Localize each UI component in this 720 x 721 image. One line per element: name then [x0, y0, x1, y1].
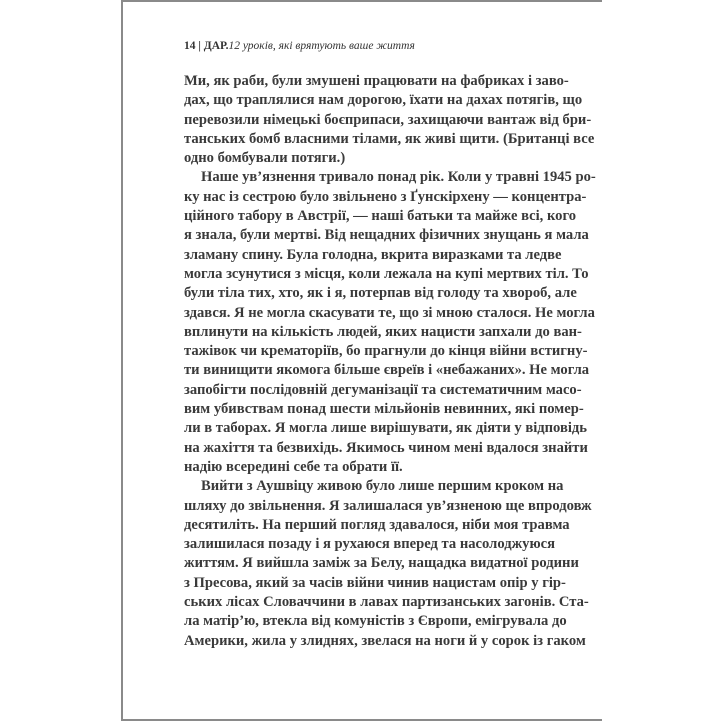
text-line: ла матір’ю, втекла від комуністів з Європи, емігрувала до — [184, 613, 567, 630]
text-line: зламану спину. Була голодна, вкрита виразками та ледве — [184, 246, 562, 263]
running-header — [184, 40, 415, 52]
text-line: ти винищити якомога більше євреїв і «небажаних». Не могла — [184, 362, 590, 379]
text-line: вим убивствам понад шести мільйонів невинних, які помер- — [184, 401, 584, 418]
text-line: я знала, були мертві. Від нещадних фізичних знущань я мала — [184, 227, 589, 244]
text-line: ційного табору в Австрії, — наші батьки та майже всі, кого — [184, 208, 577, 225]
header-separator: | — [198, 40, 201, 52]
body-text — [184, 72, 596, 651]
text-line: залишилася позаду і я рухаюся вперед та насолоджуюся — [184, 536, 555, 553]
paragraph — [184, 72, 595, 168]
text-line: надію всередині себе та обрати її. — [184, 458, 403, 475]
page-number: 14 — [184, 40, 196, 52]
text-line: могла зсунутися з місця, коли лежала на купі мертвих тіл. То — [184, 265, 589, 282]
text-line: життям. Я вийшла заміж за Белу, нащадка видатної родини — [184, 555, 579, 572]
text-line: шляху до звільнення. Я залишалася ув’язненою ще впродовж — [184, 497, 592, 514]
text-line: перевозили німецькі боєприпаси, захищаючи вантаж від бри- — [184, 111, 592, 128]
paragraph — [184, 168, 596, 477]
paragraph — [184, 477, 592, 651]
text-line: ських лісах Словаччини в лавах партизанських загонів. Ста- — [184, 594, 589, 611]
text-line: ку нас із сестрою було звільнено з Ґунскірхену — концентра- — [184, 188, 587, 205]
text-line: запобігти послідовній дегуманізації та систематичним масо- — [184, 381, 582, 398]
book-subtitle: 12 уроків, які врятують ваше життя — [228, 40, 415, 52]
text-line: Америки, жила у злиднях, звелася на ноги й у сорок із гаком — [184, 632, 586, 649]
book-title: ДАР. — [203, 40, 229, 52]
text-line: тажівок чи крематоріїв, бо прагнули до кінця війни встигну- — [184, 343, 588, 360]
text-line: вплинути на кількість людей, яких нацисти запхали до ван- — [184, 323, 582, 340]
text-line: танських бомб власними тілами, як живі щити. (Британці все — [184, 130, 595, 147]
text-line: на жахіття та безвихідь. Якимось чином мені вдалося знайти — [184, 439, 588, 456]
text-line: ли в таборах. Я могла лише вирішувати, як діяти у відповідь — [184, 420, 588, 437]
text-line: здався. Я не могла скасувати те, що зі мною сталося. Не могла — [184, 304, 595, 321]
text-line: з Пресова, який за часів війни чинив нацистам опір у гір- — [184, 574, 566, 591]
text-line: десятиліть. На перший погляд здавалося, ніби моя травма — [184, 516, 570, 533]
text-line: дах, що траплялися нам дорогою, їхати на дахах потягів, що — [184, 92, 583, 109]
text-line: Ми, як раби, були змушені працювати на фабриках і заво- — [184, 73, 569, 89]
text-line: Наше ув’язнення тривало понад рік. Коли у травні 1945 ро- — [201, 169, 596, 186]
text-line: Вийти з Аушвіцу живою було лише першим кроком на — [201, 478, 564, 495]
book-page — [121, 0, 602, 721]
text-line: одно бомбували потяги.) — [184, 150, 346, 167]
text-line: були тіла тих, хто, як і я, потерпав від голоду та хвороб, але — [184, 285, 577, 302]
